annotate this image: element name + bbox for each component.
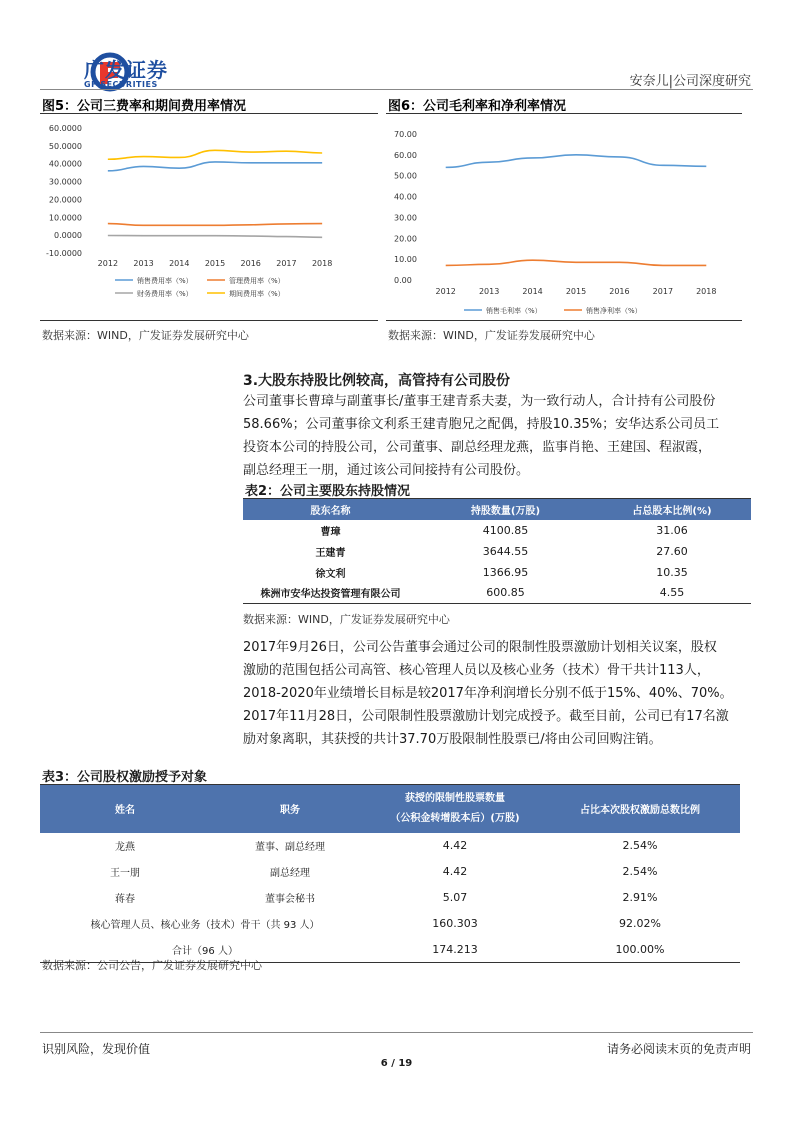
table3 — [40, 784, 740, 963]
footer-slogan: 识别风险，发现价值 — [42, 1042, 151, 1056]
x-tick-label: 2015 — [565, 287, 587, 296]
table2 — [243, 498, 751, 604]
table2-cell: 4.55 — [659, 586, 685, 600]
table3-cell: 副总经理 — [270, 868, 310, 879]
table3-cell: 2.54% — [622, 865, 658, 878]
x-tick-label: 2012 — [97, 259, 119, 268]
x-tick-label: 2015 — [204, 259, 226, 268]
footer-divider — [40, 1032, 753, 1033]
table2-cell: 31.06 — [656, 523, 688, 537]
x-tick-label: 2016 — [240, 259, 261, 268]
y-tick-label: 10.00 — [394, 255, 417, 265]
table2-title: 表2：公司主要股东持股情况 — [245, 484, 411, 499]
table2-cell: 600.85 — [486, 586, 525, 600]
para2-line: 激励的范围包括公司高管、核心管理人员以及核心业务（技术）骨干共计113人， — [243, 663, 710, 678]
y-tick-label: 60.0000 — [48, 124, 82, 133]
table3-header: 占比本次股权激励总数比例 — [540, 785, 740, 833]
legend-label: 销售净利率（%） — [586, 307, 642, 315]
table-row — [243, 520, 751, 541]
logo-en: GF SECURITIES — [84, 80, 158, 89]
series-line — [108, 150, 322, 159]
table2-source: 数据来源：WIND，广发证券发展研究中心 — [243, 613, 450, 626]
series-line — [446, 155, 707, 168]
table2-header: 占总股本比例(%) — [593, 499, 751, 520]
table3-cell: 龙燕 — [115, 842, 135, 853]
x-tick-label: 2016 — [609, 287, 630, 296]
x-tick-label: 2018 — [696, 287, 717, 296]
table3-cell: 蒋春 — [115, 894, 135, 905]
table3-cell: 100.00% — [615, 942, 665, 956]
table3-header-line: 获授的限制性股票数量 — [405, 792, 505, 804]
series-line — [108, 162, 322, 171]
para2-line: 励对象离职，其获授的共计37.70万股限制性股票已/将由公司回购注销。 — [243, 732, 662, 747]
header-divider — [40, 89, 753, 90]
table2-cell: 27.60 — [656, 544, 688, 558]
table-row — [243, 583, 751, 604]
fig5-chart — [40, 114, 378, 320]
y-tick-label: 40.00 — [394, 192, 417, 202]
table3-title: 表3：公司股权激励授予对象 — [42, 770, 208, 785]
table-row — [40, 885, 740, 911]
section-paragraph — [243, 390, 753, 482]
table2-cell: 株洲市安华达投资管理有限公司 — [260, 589, 401, 601]
x-tick-label: 2014 — [522, 287, 543, 296]
legend-label: 管理费用率（%） — [229, 277, 285, 285]
fig5-title: 图5：公司三费率和期间费用率情况 — [42, 99, 247, 114]
x-tick-label: 2013 — [478, 287, 500, 296]
para1-line: 副总经理王一朋，通过该公司间接持有公司股份。 — [243, 463, 530, 478]
y-tick-label: 50.0000 — [48, 141, 82, 151]
table3-header-line: （公积金转增股本后）(万股) — [390, 812, 520, 824]
table-row — [243, 541, 751, 562]
table3-header: 姓名 — [40, 785, 210, 833]
legend-label: 销售费用率（%） — [137, 277, 193, 285]
table3-cell: 92.02% — [619, 917, 661, 930]
y-tick-label: 30.00 — [394, 213, 417, 223]
table3-cell: 160.303 — [432, 917, 478, 930]
table3-header-quantity — [370, 785, 540, 833]
footer-disclaimer: 请务必阅读末页的免责声明 — [606, 1042, 751, 1056]
table2-cell: 10.35 — [656, 565, 688, 579]
series-line — [108, 236, 322, 238]
table2-cell: 1366.95 — [482, 565, 529, 579]
table2-cell: 4100.85 — [482, 523, 529, 537]
para2-line: 2018-2020年业绩增长目标是较2017年净利润增长分别不低于15%、40%、70%。 — [243, 686, 733, 701]
table3-cell: 2.54% — [622, 839, 658, 852]
table-row — [40, 911, 740, 937]
table3-cell: 4.42 — [442, 865, 468, 878]
y-tick-label: 50.00 — [394, 171, 417, 181]
fig6-source: 数据来源：WIND，广发证券发展研究中心 — [388, 329, 595, 342]
x-tick-label: 2013 — [133, 259, 154, 268]
y-tick-label: 10.0000 — [48, 213, 82, 223]
para1-line: 公司董事长曹璋与副董事长/董事王建青系夫妻，为一致行动人，合计持有公司股份 — [243, 394, 716, 409]
incentive-paragraph — [243, 636, 753, 751]
series-line — [108, 224, 322, 226]
table3-cell: 4.42 — [442, 839, 468, 852]
y-tick-label: 60.00 — [394, 150, 417, 160]
table2-cell: 王建青 — [315, 547, 346, 559]
table2-header: 股东名称 — [243, 499, 418, 520]
table3-cell: 核心管理人员、核心业务（技术）骨干（共 93 人） — [90, 920, 320, 931]
y-tick-label: 40.0000 — [48, 159, 82, 169]
table2-cell: 徐文利 — [315, 568, 346, 580]
table-row — [40, 859, 740, 885]
series-line — [446, 260, 707, 265]
x-tick-label: 2014 — [169, 259, 190, 268]
table3-cell: 174.213 — [432, 942, 478, 956]
table2-cell: 曹璋 — [320, 526, 341, 538]
table3-cell: 2.91% — [622, 891, 658, 904]
table3-cell: 董事会秘书 — [265, 894, 315, 905]
fig6-frame — [386, 113, 742, 321]
legend-label: 财务费用率（%） — [137, 290, 193, 298]
fig6-chart — [386, 114, 742, 320]
table3-source: 数据来源：公司公告，广发证券发展研究中心 — [42, 959, 262, 972]
table3-cell: 董事、副总经理 — [255, 842, 325, 853]
para2-line: 2017年11月28日，公司限制性股票激励计划完成授予。截至目前，公司已有17名激 — [243, 709, 729, 724]
table2-header: 持股数量(万股) — [418, 499, 593, 520]
legend-label: 销售毛利率（%） — [486, 307, 542, 315]
y-tick-label: 70.00 — [394, 130, 417, 139]
para1-line: 58.66%；公司董事徐文利系王建青胞兄之配偶，持股10.35%；安华达系公司员工 — [243, 417, 720, 432]
y-tick-label: 0.00 — [394, 276, 412, 285]
fig6-title: 图6：公司毛利率和净利率情况 — [388, 99, 567, 114]
y-tick-label: 0.0000 — [54, 231, 82, 241]
y-tick-label: -10.0000 — [46, 249, 82, 258]
fig5-source: 数据来源：WIND，广发证券发展研究中心 — [42, 329, 249, 342]
y-tick-label: 30.0000 — [48, 177, 82, 187]
legend-label: 期间费用率（%） — [229, 290, 285, 298]
table3-header: 职务 — [210, 785, 370, 833]
page-number: 6 / 19 — [380, 1058, 413, 1069]
table3-cell: 王一朋 — [110, 868, 140, 879]
table-row — [40, 833, 740, 859]
para2-line: 2017年9月26日，公司公告董事会通过公司的限制性股票激励计划相关议案，股权 — [243, 640, 717, 655]
x-tick-label: 2017 — [276, 259, 297, 268]
x-tick-label: 2017 — [652, 287, 674, 296]
section-title: 3.大股东持股比例较高，高管持有公司股份 — [243, 373, 511, 389]
table3-cell: 5.07 — [442, 891, 468, 904]
x-tick-label: 2018 — [311, 259, 333, 268]
para1-line: 投资本公司的持股公司，公司董事、副总经理龙燕，监事肖艳、王建国、程淑霞， — [243, 440, 712, 455]
header-title: 安奈儿|公司深度研究 — [629, 74, 751, 89]
table2-cell: 3644.55 — [482, 544, 529, 558]
x-tick-label: 2012 — [435, 287, 456, 296]
y-tick-label: 20.0000 — [48, 195, 82, 205]
table3-cell: 合计（96 人） — [172, 945, 238, 957]
fig5-frame — [40, 113, 378, 321]
logo-cn: 广发证券 — [84, 58, 168, 82]
table-row — [243, 562, 751, 583]
y-tick-label: 20.00 — [394, 234, 417, 244]
